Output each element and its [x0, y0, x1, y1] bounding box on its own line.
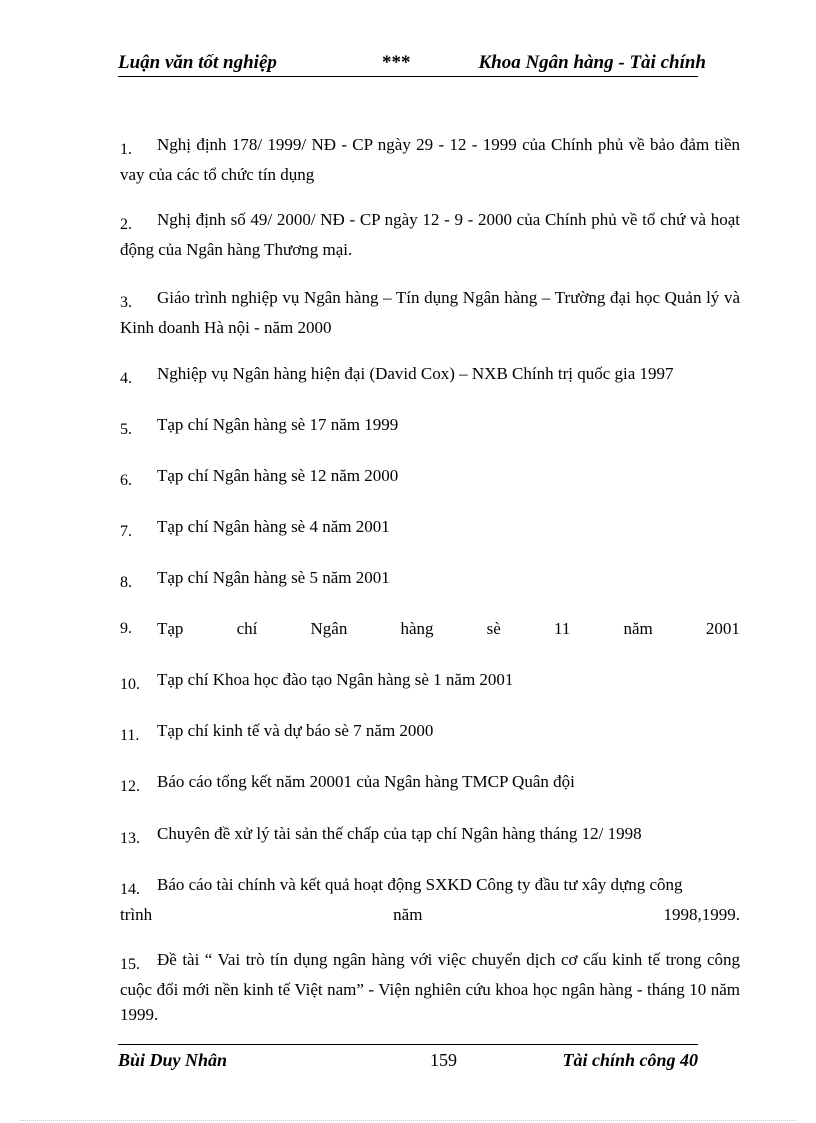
- page-header: [118, 52, 706, 76]
- reference-number: 5.: [120, 421, 132, 438]
- reference-number: 8.: [120, 574, 132, 591]
- page-footer: [118, 1050, 698, 1074]
- reference-item-2: [120, 207, 740, 262]
- reference-word: hàng: [400, 619, 434, 638]
- reference-number: 13.: [120, 830, 140, 847]
- reference-number: 14.: [120, 881, 140, 898]
- reference-item-10: [120, 667, 740, 697]
- page-edge-divider: [20, 1120, 796, 1121]
- reference-item-8: [120, 565, 740, 595]
- reference-text: Tạp chí kinh tế và dự báo sè 7 năm 2000: [157, 721, 434, 740]
- reference-word: 1998,1999.: [663, 905, 740, 924]
- reference-text: Nghị định 178/ 1999/ NĐ - CP ngày 29 - 12 - 1999 của Chính phủ về bảo đảm tiền vay của các tổ chức tín dụng: [120, 135, 740, 184]
- header-thesis-label: Luận văn tốt nghiệp: [118, 52, 277, 73]
- reference-item-7: [120, 514, 740, 544]
- reference-word: 2001: [705, 619, 740, 638]
- reference-word: năm: [623, 619, 653, 638]
- reference-word: Ngân: [310, 619, 348, 638]
- footer-rule: [118, 1044, 698, 1045]
- reference-number: 3.: [120, 294, 132, 311]
- reference-text: Báo cáo tài chính và kết quả hoạt động SXKD Công ty đầu tư xây dựng công: [157, 875, 683, 894]
- header-separator: ***: [382, 52, 411, 73]
- page-number: 159: [430, 1050, 457, 1070]
- reference-item-11: [120, 718, 740, 748]
- footer-class: Tài chính công 40: [562, 1050, 698, 1070]
- reference-word: trình: [120, 905, 153, 924]
- reference-number: 1.: [120, 141, 132, 158]
- reference-item-15: [120, 947, 740, 1027]
- reference-item-5: [120, 412, 740, 442]
- reference-item-14: [120, 872, 740, 927]
- reference-item-4: [120, 361, 740, 391]
- reference-text: Nghị định số 49/ 2000/ NĐ - CP ngày 12 - 9 - 2000 của Chính phủ về tổ chứ và hoạt động của Ngân hàng Thương mại.: [120, 210, 740, 259]
- header-faculty-label: Khoa Ngân hàng - Tài chính: [478, 52, 706, 73]
- reference-justified-line: [120, 616, 740, 641]
- reference-text: Chuyên đề xử lý tài sản thế chấp của tạp chí Ngân hàng tháng 12/ 1998: [157, 824, 642, 843]
- reference-text: Tạp chí Ngân hàng sè 12 năm 2000: [157, 466, 399, 485]
- reference-text: Báo cáo tổng kết năm 20001 của Ngân hàng TMCP Quân đội: [157, 772, 575, 791]
- reference-word: sè: [486, 619, 501, 638]
- header-rule: [118, 76, 698, 77]
- reference-text: Giáo trình nghiệp vụ Ngân hàng – Tín dụng Ngân hàng – Trường đại học Quản lý và Kinh doanh Hà nội - năm 2000: [120, 288, 740, 337]
- reference-text: Tạp chí Ngân hàng sè 5 năm 2001: [157, 568, 390, 587]
- reference-item-1: [120, 132, 740, 187]
- reference-text: Nghiệp vụ Ngân hàng hiện đại (David Cox) – NXB Chính trị quốc gia 1997: [157, 364, 674, 383]
- reference-text: Tạp chí Ngân hàng sè 17 năm 1999: [157, 415, 399, 434]
- reference-word: năm: [393, 905, 423, 924]
- reference-number: 15.: [120, 956, 140, 973]
- reference-number: 10.: [120, 676, 140, 693]
- reference-word: Tạp: [157, 619, 184, 638]
- reference-number: 12.: [120, 778, 140, 795]
- reference-number: 2.: [120, 216, 132, 233]
- footer-author: Bùi Duy Nhân: [118, 1050, 228, 1070]
- reference-text: Đề tài “ Vai trò tín dụng ngân hàng với việc chuyển dịch cơ cấu kinh tế trong công cuộc đổi mới nền kinh tế Việt nam” - Viện nghiên cứu khoa học ngân hàng - tháng 10 năm 1999.: [120, 950, 740, 1024]
- reference-justified-line: [120, 902, 740, 927]
- reference-item-9: [120, 616, 740, 641]
- reference-text: Tạp chí Khoa học đào tạo Ngân hàng sè 1 năm 2001: [157, 670, 514, 689]
- reference-number: 6.: [120, 472, 132, 489]
- reference-item-3: [120, 285, 740, 340]
- reference-item-13: [120, 821, 740, 851]
- reference-number: 9.: [120, 620, 132, 637]
- reference-number: 4.: [120, 370, 132, 387]
- reference-item-12: [120, 769, 740, 799]
- reference-word: chí: [236, 619, 258, 638]
- reference-number: 11.: [120, 727, 140, 744]
- reference-item-6: [120, 463, 740, 493]
- reference-word: 11: [553, 619, 571, 638]
- reference-text: Tạp chí Ngân hàng sè 4 năm 2001: [157, 517, 390, 536]
- reference-number: 7.: [120, 523, 132, 540]
